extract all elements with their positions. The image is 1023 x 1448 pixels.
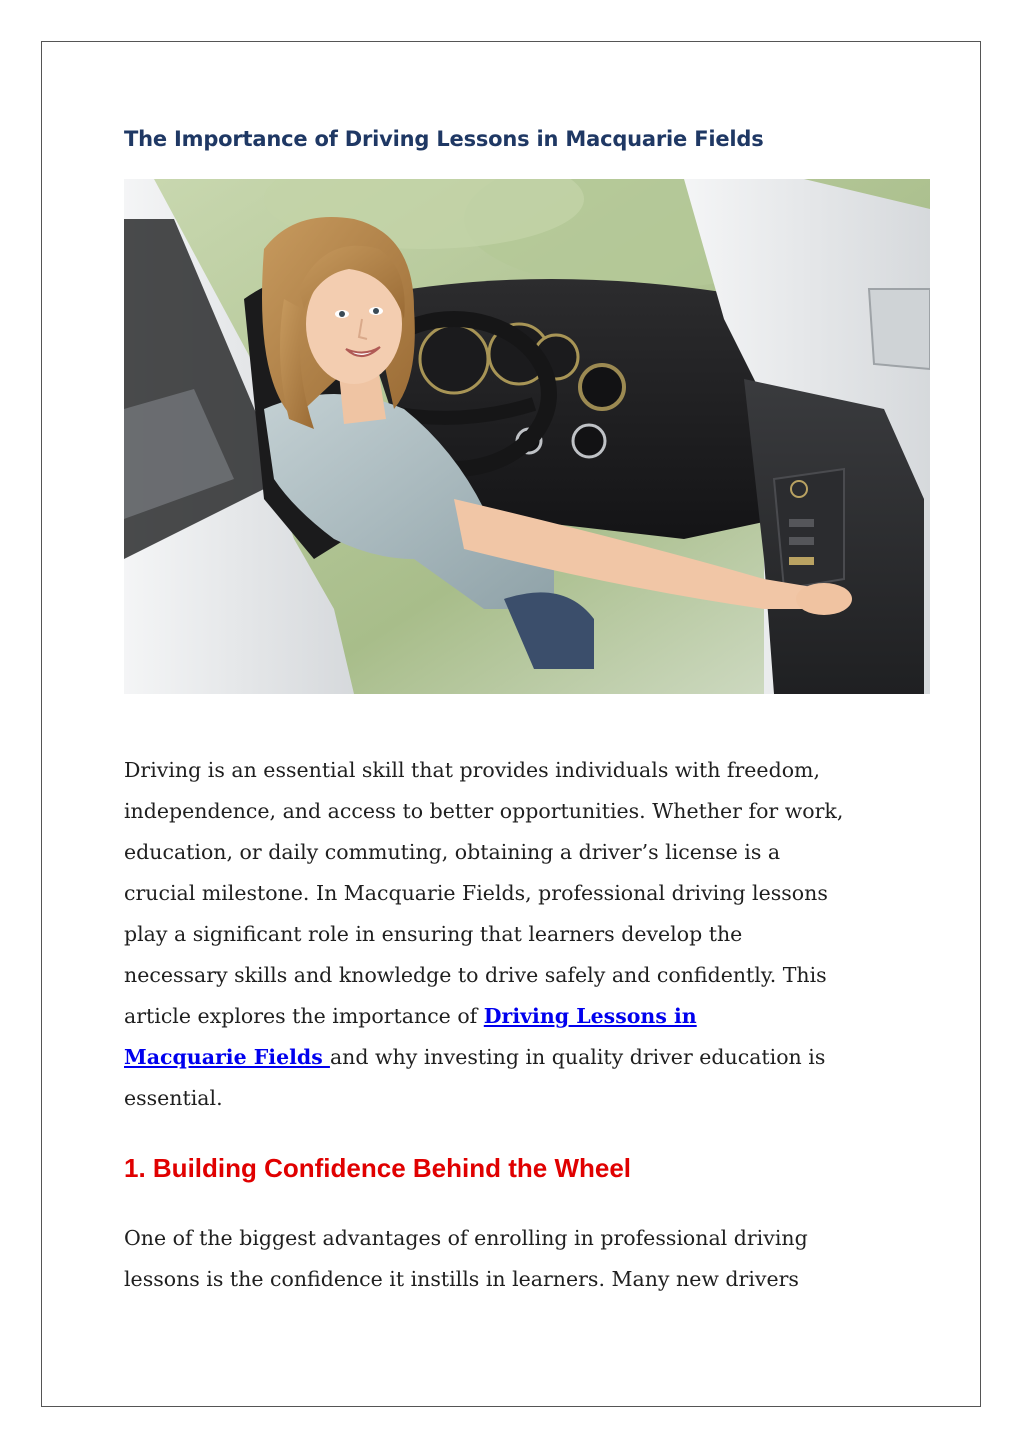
intro-line: play a significant role in ensuring that learners develop the (124, 922, 743, 946)
section1-paragraph (124, 1218, 924, 1300)
intro-line: education, or daily commuting, obtaining a driver’s license is a (124, 840, 781, 864)
article-title: The Importance of Driving Lessons in Macquarie Fields (124, 127, 764, 151)
driving-lessons-link-part2[interactable]: Macquarie Fields (124, 1045, 330, 1069)
intro-line-with-link (124, 1037, 924, 1078)
intro-line-with-link (124, 996, 924, 1037)
intro-paragraph (124, 750, 924, 1119)
woman-in-car-illustration (124, 179, 930, 694)
intro-line: Driving is an essential skill that provides individuals with freedom, (124, 758, 820, 782)
intro-text-before-link: article explores the importance of (124, 1004, 484, 1028)
section1-line: lessons is the confidence it instills in learners. Many new drivers (124, 1267, 799, 1291)
section1-line: One of the biggest advantages of enrolling in professional driving (124, 1226, 808, 1250)
intro-line: necessary skills and knowledge to drive safely and confidently. This (124, 963, 827, 987)
intro-line: independence, and access to better opportunities. Whether for work, (124, 799, 844, 823)
intro-line: essential. (124, 1086, 223, 1110)
section-heading-building-confidence: 1. Building Confidence Behind the Wheel (124, 1153, 632, 1183)
intro-line: crucial milestone. In Macquarie Fields, professional driving lessons (124, 881, 828, 905)
woman-in-car-photo (124, 179, 930, 694)
intro-text-after-link: and why investing in quality driver education is (329, 1045, 826, 1069)
driving-lessons-link-part1[interactable]: Driving Lessons in (483, 1004, 697, 1028)
